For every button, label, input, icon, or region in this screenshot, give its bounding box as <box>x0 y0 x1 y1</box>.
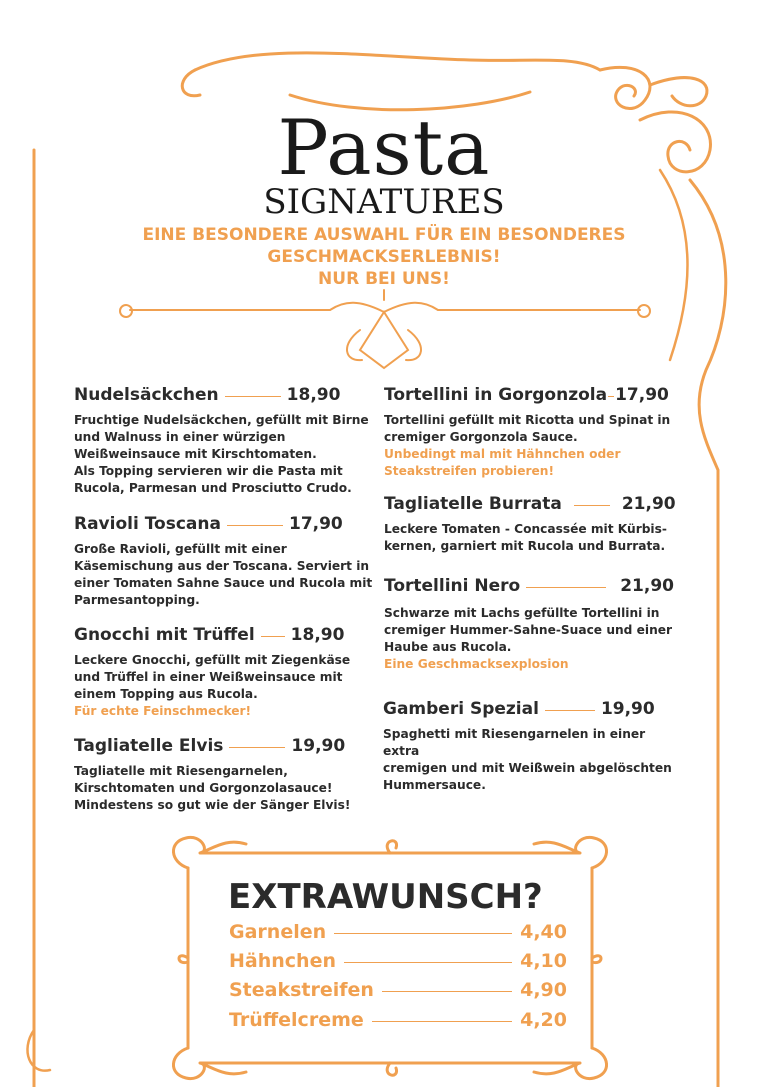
item-name: Tagliatelle Burrata <box>384 494 562 514</box>
dotted-leader <box>229 747 285 748</box>
item-description: Fruchtige Nudelsäckchen, gefüllt mit Birne und Walnuss in einer würzigen Weißweinsauce mit Kirschtomaten. Als Topping servieren wir die Pasta mit Rucola, Parmesan und Prosciutto Crudo. <box>74 413 369 495</box>
tagline-line: GESCHMACKSERLEBNIS! <box>267 247 501 267</box>
menu-item-ravioli-toscana <box>74 513 374 609</box>
item-name: Tagliatelle Elvis <box>74 736 224 756</box>
extra-name: Trüffelcreme <box>229 1009 364 1031</box>
item-name: Gnocchi mit Trüffel <box>74 625 255 645</box>
item-name: Gamberi Spezial <box>383 699 539 719</box>
item-note: Unbedingt mal mit Hähnchen oder <box>384 447 621 461</box>
item-price: 18,90 <box>286 385 341 405</box>
menu-item-nudelsaeckchen <box>74 384 374 497</box>
extra-name: Steakstreifen <box>229 979 374 1001</box>
dotted-leader <box>608 396 614 397</box>
dotted-leader <box>372 1021 512 1022</box>
item-note: Für echte Feinschmecker! <box>74 704 252 718</box>
dotted-leader <box>574 505 610 506</box>
item-description: Schwarze mit Lachs gefüllte Tortellini in cremiger Hummer-Sahne-Suace und einer Haube aus Rucola. Eine Geschmacksexplosion <box>384 605 684 673</box>
item-name: Ravioli Toscana <box>74 514 221 534</box>
right-border-line <box>690 180 726 1087</box>
extra-price: 4,10 <box>520 950 567 972</box>
divider-ornament <box>120 290 650 368</box>
extras-title: EXTRAWUNSCH? <box>228 877 543 917</box>
item-description: Große Ravioli, gefüllt mit einer Käsemischung aus der Toscana. Serviert in einer Tomaten Sahne Sauce und Rucola mit Parmesantopping. <box>74 542 373 607</box>
bottom-left-flourish <box>27 1030 50 1071</box>
extra-name: Garnelen <box>229 921 327 943</box>
item-note: Eine Geschmacksexplosion <box>384 657 569 671</box>
dotted-leader <box>227 525 283 526</box>
tagline <box>84 224 684 290</box>
top-swirl <box>195 53 600 110</box>
item-description: Tortellini gefüllt mit Ricotta und Spinat in cremiger Gorgonzola Sauce. Unbedingt mal mit Hähnchen oder Steakstreifen probieren! <box>384 412 684 480</box>
item-price: 19,90 <box>291 736 346 756</box>
dotted-leader <box>225 396 281 397</box>
extras-row-garnelen <box>229 919 567 945</box>
extra-price: 4,20 <box>520 1009 567 1031</box>
item-price: 17,90 <box>615 385 669 405</box>
item-name: Nudelsäckchen <box>74 385 219 405</box>
extra-price: 4,40 <box>520 921 567 943</box>
dotted-leader <box>261 636 285 637</box>
extra-price: 4,90 <box>520 979 567 1001</box>
menu-item-tortellini-gorgonzola <box>384 384 684 480</box>
item-price: 19,90 <box>600 699 655 719</box>
menu-item-gnocchi-trueffel <box>74 624 374 720</box>
extras-row-haehnchen <box>229 948 567 974</box>
menu-item-tortellini-nero <box>384 575 684 673</box>
dotted-leader <box>545 710 595 711</box>
item-name: Tortellini in Gorgonzola <box>384 385 608 405</box>
item-description: Tagliatelle mit Riesengarnelen, Kirschtomaten und Gorgonzolasauce! Mindestens so gut wie der Sänger Elvis! <box>74 764 351 812</box>
page-subtitle: SIGNATURES <box>263 182 505 222</box>
menu-item-tagliatelle-burrata <box>384 493 684 555</box>
dotted-leader <box>382 991 512 992</box>
extras-row-trueffelcreme <box>229 1007 567 1033</box>
extra-name: Hähnchen <box>229 950 336 972</box>
tagline-line: NUR BEI UNS! <box>318 269 450 289</box>
menu-item-gamberi-spezial <box>383 698 683 794</box>
item-description: Spaghetti mit Riesengarnelen in einer extra cremigen und mit Weißwein abgelöschten Hummersauce. <box>383 727 672 792</box>
dotted-leader <box>334 933 512 934</box>
item-price: 18,90 <box>290 625 345 645</box>
item-name: Tortellini Nero <box>384 576 521 596</box>
tagline-line: EINE BESONDERE AUSWAHL FÜR EIN BESONDERES <box>142 225 626 245</box>
extras-row-steakstreifen <box>229 977 567 1003</box>
right-curl <box>600 67 650 108</box>
item-note: Steakstreifen probieren! <box>384 464 555 478</box>
item-description: Leckere Tomaten - Concassée mit Kürbis- kernen, garniert mit Rucola und Burrata. <box>384 522 667 553</box>
page-title: Pasta <box>277 103 491 192</box>
item-price: 21,90 <box>621 494 676 514</box>
dotted-leader <box>526 587 606 588</box>
item-price: 21,90 <box>620 576 674 596</box>
dotted-leader <box>344 962 512 963</box>
item-description: Leckere Gnocchi, gefüllt mit Ziegenkäse und Trüffel in einer Weißweinsauce mit einem Topping aus Rucola. Für echte Feinschmecker! <box>74 652 374 720</box>
menu-item-tagliatelle-elvis <box>74 735 374 814</box>
item-price: 17,90 <box>288 514 343 534</box>
